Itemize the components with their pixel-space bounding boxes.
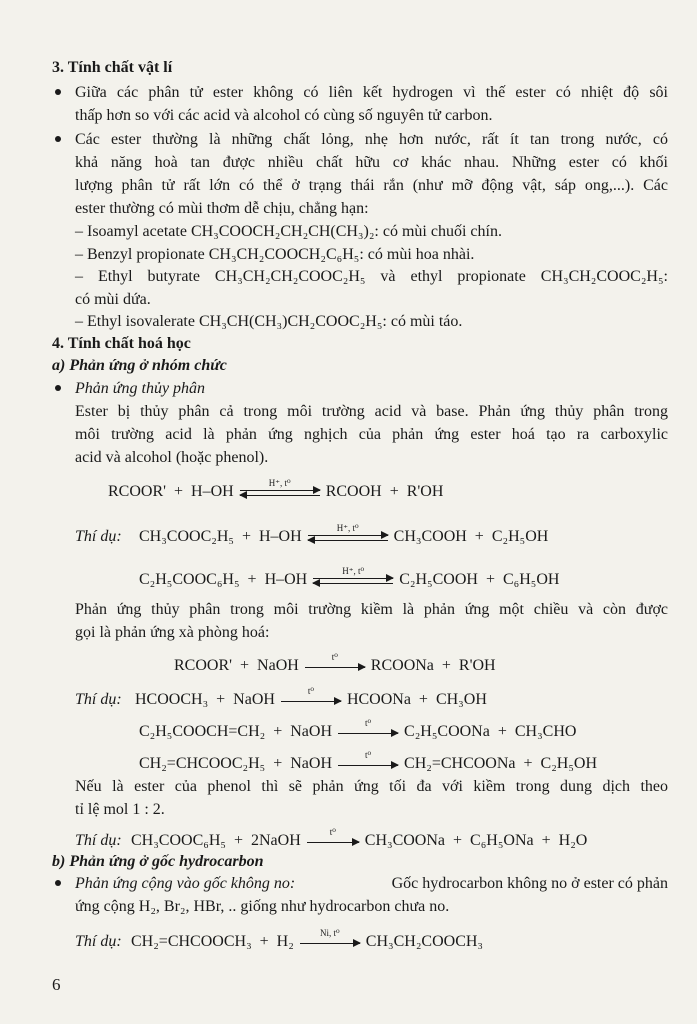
- example-label: Thí dụ:: [75, 691, 122, 708]
- bullet-icon: [55, 880, 61, 886]
- arrow-icon: [307, 827, 359, 851]
- example-line: – Ethyl butyrate CH₃CH₂CH₂COOC₂H₅ và ethyl propionate CH₃CH₂COOC₂H₅:: [75, 268, 668, 285]
- bullet-icon: [55, 385, 61, 391]
- equilibrium-arrow-icon: [313, 566, 393, 590]
- example-label: Thí dụ:: [75, 933, 122, 950]
- condition: t⁰: [364, 750, 372, 760]
- bullet-icon: [55, 136, 61, 142]
- condition: t⁰: [329, 827, 336, 837]
- example-line: có mùi dứa.: [75, 291, 151, 308]
- reactants: CH₃COOC₂H₅ + H–OH: [139, 528, 302, 545]
- equation: [131, 928, 483, 952]
- text-line: ester thường có mùi thơm dễ chịu, chẳng hạn:: [75, 200, 369, 217]
- equation: [139, 566, 560, 590]
- arrow-icon: [338, 718, 398, 742]
- example-line: – Benzyl propionate CH₃CH₂COOCH₂C₆H₅: có mùi hoa nhài.: [75, 246, 475, 263]
- condition: H⁺, t⁰: [268, 478, 291, 488]
- page-number: 6: [52, 975, 61, 994]
- subsection-b-heading: b) Phản ứng ở gốc hydrocarbon: [52, 853, 264, 870]
- condition: H⁺, t⁰: [336, 523, 359, 533]
- products: CH₂=CHCOONa + C₂H₅OH: [404, 755, 598, 772]
- example-line: – Ethyl isovalerate CH₃CH(CH₃)CH₂COOC₂H₅: có mùi táo.: [75, 313, 463, 330]
- equilibrium-arrow-icon: [308, 523, 388, 547]
- equation: [139, 523, 549, 547]
- section-3-heading: 3. Tính chất vật lí: [52, 59, 173, 76]
- reactants: RCOOR' + NaOH: [174, 657, 299, 674]
- products: CH₃CH₂COOCH₃: [365, 933, 483, 950]
- condition: t⁰: [307, 686, 314, 696]
- equation: [108, 478, 444, 502]
- text-line: ứng cộng H₂, Br₂, HBr, .. giống như hydrocarbon chưa no.: [75, 898, 450, 915]
- equation: [174, 652, 496, 676]
- products: CH₃COONa + C₆H₅ONa + H₂O: [364, 832, 588, 849]
- subsection-a-heading: a) Phản ứng ở nhóm chức: [52, 357, 227, 374]
- text-line: Giữa các phân tử ester không có liên kết hydrogen vì thế ester có nhiệt độ sôi: [75, 84, 668, 101]
- example-label: Thí dụ:: [75, 832, 122, 849]
- reactants: CH₂=CHCOOC₂H₅ + NaOH: [139, 755, 333, 772]
- text-line: Ester bị thủy phân cả trong môi trường acid và base. Phản ứng thủy phân trong: [75, 403, 668, 420]
- products: HCOONa + CH₃OH: [346, 691, 487, 708]
- equation: [139, 718, 577, 742]
- condition: H⁺, t⁰: [342, 566, 365, 576]
- text-line: Phản ứng thủy phân trong môi trường kiềm là phản ứng một chiều và còn được: [75, 601, 668, 618]
- arrow-icon: [281, 686, 341, 710]
- arrow-icon: [305, 652, 365, 676]
- products: C₂H₅COOH + C₆H₅OH: [399, 571, 560, 588]
- reactants: C₂H₅COOC₆H₅ + H–OH: [139, 571, 308, 588]
- section-4-heading: 4. Tính chất hoá học: [52, 335, 191, 352]
- products: RCOONa + R'OH: [370, 657, 496, 674]
- equation: [135, 686, 487, 710]
- reactants: CH₃COOC₆H₅ + 2NaOH: [131, 832, 301, 849]
- text-line: Các ester thường là những chất lỏng, nhẹ hơn nước, rất ít tan trong nước, có: [75, 131, 668, 148]
- equation: [139, 750, 598, 774]
- bullet-title: Phản ứng cộng vào gốc không no:: [75, 875, 296, 892]
- text-line: tỉ lệ mol 1 : 2.: [75, 801, 165, 818]
- arrow-icon: [338, 750, 398, 774]
- equilibrium-arrow-icon: [240, 478, 320, 502]
- bullet-icon: [55, 89, 61, 95]
- reactants: C₂H₅COOCH=CH₂ + NaOH: [139, 723, 333, 740]
- arrow-icon: [300, 928, 360, 952]
- example-label: Thí dụ:: [75, 528, 122, 545]
- products: CH₃COOH + C₂H₅OH: [393, 528, 549, 545]
- example-line: – Isoamyl acetate CH₃COOCH₂CH₂CH(CH₃)₂: có mùi chuối chín.: [75, 223, 502, 240]
- products: RCOOH + R'OH: [325, 483, 444, 500]
- reactants: CH₂=CHCOOCH₃ + H₂: [131, 933, 294, 950]
- text-line: lượng phân tử rất lớn có thể ở trạng thái rắn (như mỡ động vật, sáp ong,...). Các: [75, 177, 668, 194]
- products: C₂H₅COONa + CH₃CHO: [404, 723, 577, 740]
- text: Gốc hydrocarbon không no ở ester có phản: [391, 875, 668, 892]
- text-line: khả năng hoà tan được nhiều chất hữu cơ khác nhau. Những ester có khối: [75, 154, 668, 171]
- bullet-title: Phản ứng thủy phân: [75, 380, 206, 397]
- text-line: môi trường acid là phản ứng nghịch của phản ứng ester hoá tạo ra carboxylic: [75, 426, 668, 443]
- reactants: HCOOCH₃ + NaOH: [135, 691, 275, 708]
- condition: t⁰: [331, 652, 338, 662]
- condition: t⁰: [364, 718, 372, 728]
- reactants: RCOOR' + H–OH: [108, 483, 234, 500]
- text-line: Nếu là ester của phenol thì sẽ phản ứng tối đa với kiềm trong dung dịch theo: [75, 778, 668, 795]
- text-line: gọi là phản ứng xà phòng hoá:: [75, 624, 270, 641]
- text-line: acid và alcohol (hoặc phenol).: [75, 449, 269, 466]
- condition: Ni, t⁰: [319, 928, 340, 938]
- text-line: [75, 874, 668, 894]
- text-line: thấp hơn so với các acid và alcohol có cùng số nguyên tử carbon.: [75, 107, 493, 124]
- equation: [131, 827, 588, 851]
